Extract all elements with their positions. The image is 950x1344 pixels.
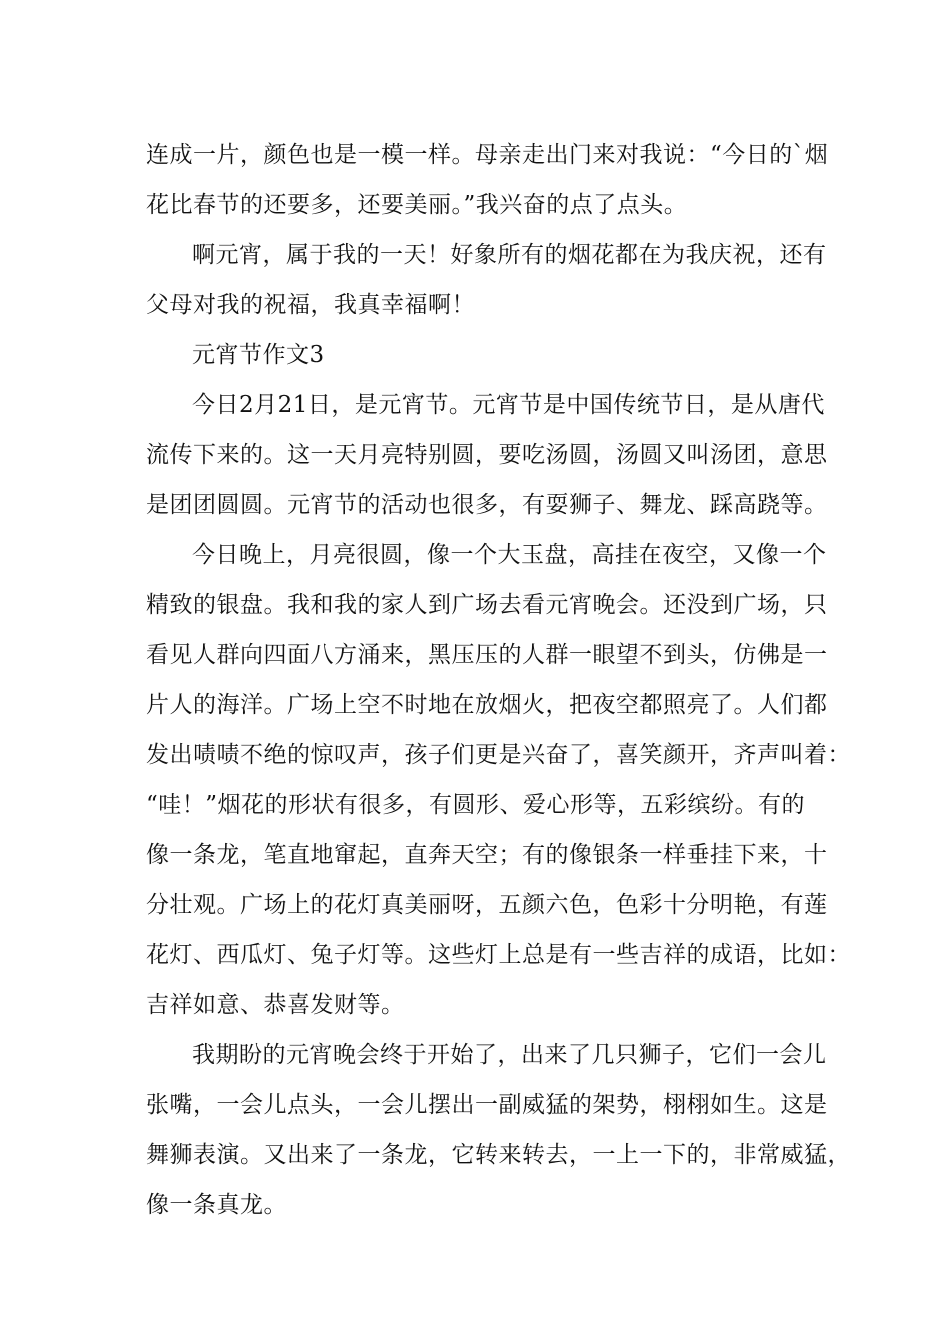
text-line: 今日晚上，月亮很圆，像一个大玉盘，高挂在夜空，又像一个 <box>192 542 827 568</box>
text-line: 啊元宵，属于我的一天！好象所有的烟花都在为我庆祝，还有 <box>192 242 827 268</box>
text-line: 吉祥如意、恭喜发财等。 <box>146 992 405 1018</box>
text-line: 精致的银盘。我和我的家人到广场去看元宵晚会。还没到广场，只 <box>146 592 828 618</box>
text-line: 连成一片，颜色也是一模一样。母亲走出门来对我说：“今日的`烟 <box>146 142 829 168</box>
paragraph-fireworks-continued <box>146 130 829 230</box>
text-line: 发出啧啧不绝的惊叹声，孩子们更是兴奋了，喜笑颜开，齐声叫着： <box>146 742 851 768</box>
paragraph-evening-gala <box>146 1030 851 1230</box>
text-line: 流传下来的。这一天月亮特别圆，要吃汤圆，汤圆又叫汤团，意思 <box>146 442 828 468</box>
text-line: 花比春节的还要多，还要美丽。”我兴奋的点了点头。 <box>146 192 688 218</box>
paragraph-evening-square <box>146 530 851 1030</box>
essay-heading <box>146 330 822 380</box>
text-line: 张嘴，一会儿点头，一会儿摆出一副威猛的架势，栩栩如生。这是 <box>146 1092 828 1118</box>
document-body <box>146 130 851 1230</box>
paragraph-my-day <box>146 230 827 330</box>
text-line: 父母对我的祝福，我真幸福啊！ <box>146 292 475 318</box>
text-line: 看见人群向四面八方涌来，黑压压的人群一眼望不到头，仿佛是一 <box>146 642 828 668</box>
text-line: 舞狮表演。又出来了一条龙，它转来转去，一上一下的，非常威猛， <box>146 1142 851 1168</box>
text-line: 今日2月21日，是元宵节。元宵节是中国传统节日，是从唐代 <box>192 392 825 418</box>
text-line: 分壮观。广场上的花灯真美丽呀，五颜六色，色彩十分明艳，有莲 <box>146 892 828 918</box>
essay-title: 元宵节作文3 <box>192 342 325 368</box>
text-line: 是团团圆圆。元宵节的活动也很多，有耍狮子、舞龙、踩高跷等。 <box>146 492 828 518</box>
text-line: 像一条龙，笔直地窜起，直奔天空；有的像银条一样垂挂下来，十 <box>146 842 828 868</box>
text-line: 片人的海洋。广场上空不时地在放烟火，把夜空都照亮了。人们都 <box>146 692 828 718</box>
text-line: 花灯、西瓜灯、兔子灯等。这些灯上总是有一些吉祥的成语，比如： <box>146 942 851 968</box>
text-line: 像一条真龙。 <box>146 1192 287 1218</box>
text-line: 我期盼的元宵晚会终于开始了，出来了几只狮子，它们一会儿 <box>192 1042 827 1068</box>
paragraph-lantern-festival-intro <box>146 380 828 530</box>
text-line: “哇！”烟花的形状有很多，有圆形、爱心形等，五彩缤纷。有的 <box>146 792 806 818</box>
